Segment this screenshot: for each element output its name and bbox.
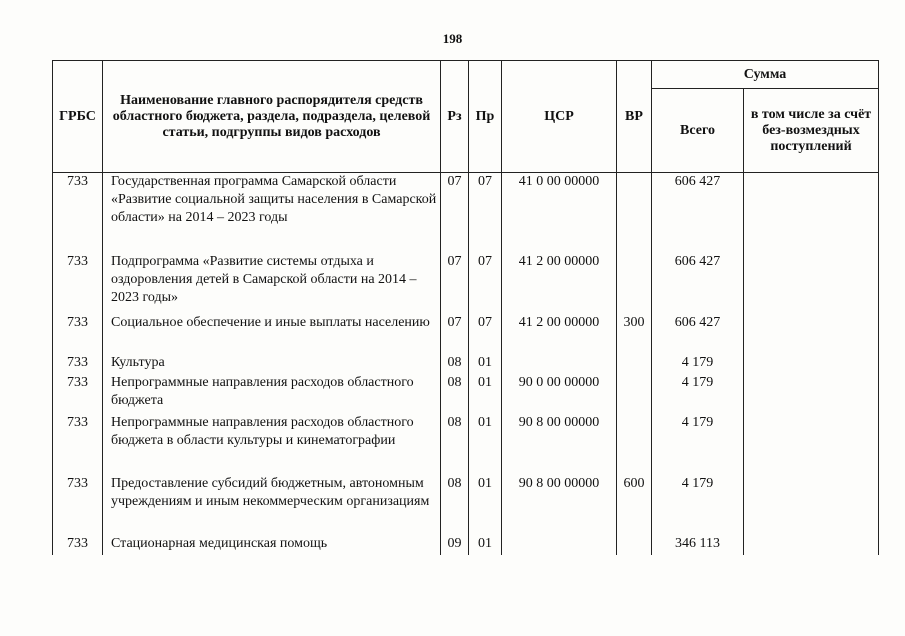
cell-pr: 01 bbox=[469, 414, 502, 475]
cell-total: 606 427 bbox=[652, 314, 744, 354]
cell-grbs: 733 bbox=[53, 414, 103, 475]
cell-free bbox=[744, 535, 879, 555]
cell-vr bbox=[617, 374, 652, 414]
cell-free bbox=[744, 253, 879, 314]
header-grbs: ГРБС bbox=[53, 61, 103, 173]
cell-total: 606 427 bbox=[652, 253, 744, 314]
table-row bbox=[53, 535, 879, 555]
cell-csr bbox=[502, 535, 617, 555]
cell-csr: 41 0 00 00000 bbox=[502, 173, 617, 253]
header-name: Наименование главного распорядителя средств областного бюджета, раздела, подраздела, целевой статьи, подгруппы видов расходов bbox=[103, 61, 441, 173]
cell-name: Непрограммные направления расходов областного бюджета bbox=[103, 374, 441, 414]
cell-rz: 08 bbox=[441, 414, 469, 475]
cell-vr bbox=[617, 173, 652, 253]
cell-csr: 90 8 00 00000 bbox=[502, 414, 617, 475]
cell-name: Культура bbox=[103, 354, 441, 374]
cell-free bbox=[744, 374, 879, 414]
cell-total: 4 179 bbox=[652, 414, 744, 475]
cell-rz: 09 bbox=[441, 535, 469, 555]
cell-grbs: 733 bbox=[53, 475, 103, 535]
cell-vr bbox=[617, 414, 652, 475]
cell-pr: 01 bbox=[469, 475, 502, 535]
cell-free bbox=[744, 354, 879, 374]
cell-total: 4 179 bbox=[652, 475, 744, 535]
cell-grbs: 733 bbox=[53, 535, 103, 555]
cell-total: 346 113 bbox=[652, 535, 744, 555]
cell-vr bbox=[617, 354, 652, 374]
budget-table bbox=[52, 60, 879, 555]
header-free: в том числе за счёт без-возмездных поступлений bbox=[744, 89, 879, 173]
table-body bbox=[53, 173, 879, 555]
cell-name: Государственная программа Самарской области «Развитие социальной защиты населения в Самарской области» на 2014 – 2023 годы bbox=[103, 173, 441, 253]
cell-pr: 07 bbox=[469, 253, 502, 314]
cell-pr: 01 bbox=[469, 354, 502, 374]
cell-rz: 07 bbox=[441, 173, 469, 253]
cell-free bbox=[744, 314, 879, 354]
cell-vr: 600 bbox=[617, 475, 652, 535]
cell-vr: 300 bbox=[617, 314, 652, 354]
cell-free bbox=[744, 173, 879, 253]
cell-grbs: 733 bbox=[53, 354, 103, 374]
cell-rz: 07 bbox=[441, 314, 469, 354]
cell-csr: 41 2 00 00000 bbox=[502, 253, 617, 314]
cell-pr: 07 bbox=[469, 173, 502, 253]
cell-name: Стационарная медицинская помощь bbox=[103, 535, 441, 555]
cell-csr: 90 0 00 00000 bbox=[502, 374, 617, 414]
header-pr: Пр bbox=[469, 61, 502, 173]
cell-name: Непрограммные направления расходов областного бюджета в области культуры и кинематографии bbox=[103, 414, 441, 475]
cell-name: Социальное обеспечение и иные выплаты населению bbox=[103, 314, 441, 354]
cell-pr: 01 bbox=[469, 535, 502, 555]
page-number: 198 bbox=[442, 31, 463, 46]
cell-name: Подпрограмма «Развитие системы отдыха и оздоровления детей в Самарской области на 2014 – 2023 годы» bbox=[103, 253, 441, 314]
cell-pr: 01 bbox=[469, 374, 502, 414]
cell-csr: 90 8 00 00000 bbox=[502, 475, 617, 535]
cell-csr bbox=[502, 354, 617, 374]
cell-grbs: 733 bbox=[53, 374, 103, 414]
header-rz: Рз bbox=[441, 61, 469, 173]
cell-grbs: 733 bbox=[53, 253, 103, 314]
cell-vr bbox=[617, 253, 652, 314]
cell-free bbox=[744, 414, 879, 475]
cell-total: 4 179 bbox=[652, 354, 744, 374]
table-row bbox=[53, 475, 879, 535]
table-row bbox=[53, 374, 879, 414]
header-vr: ВР bbox=[617, 61, 652, 173]
table-row bbox=[53, 314, 879, 354]
cell-total: 606 427 bbox=[652, 173, 744, 253]
table-row bbox=[53, 253, 879, 314]
header-csr: ЦСР bbox=[502, 61, 617, 173]
header-total: Всего bbox=[652, 89, 744, 173]
cell-rz: 08 bbox=[441, 374, 469, 414]
table-row bbox=[53, 173, 879, 253]
cell-rz: 08 bbox=[441, 475, 469, 535]
cell-total: 4 179 bbox=[652, 374, 744, 414]
table-row bbox=[53, 414, 879, 475]
table-row bbox=[53, 354, 879, 374]
cell-grbs: 733 bbox=[53, 173, 103, 253]
header-sum: Сумма bbox=[652, 61, 879, 89]
cell-vr bbox=[617, 535, 652, 555]
cell-rz: 07 bbox=[441, 253, 469, 314]
cell-free bbox=[744, 475, 879, 535]
cell-name: Предоставление субсидий бюджетным, автономным учреждениям и иным некоммерческим организациям bbox=[103, 475, 441, 535]
cell-csr: 41 2 00 00000 bbox=[502, 314, 617, 354]
cell-grbs: 733 bbox=[53, 314, 103, 354]
cell-rz: 08 bbox=[441, 354, 469, 374]
cell-pr: 07 bbox=[469, 314, 502, 354]
